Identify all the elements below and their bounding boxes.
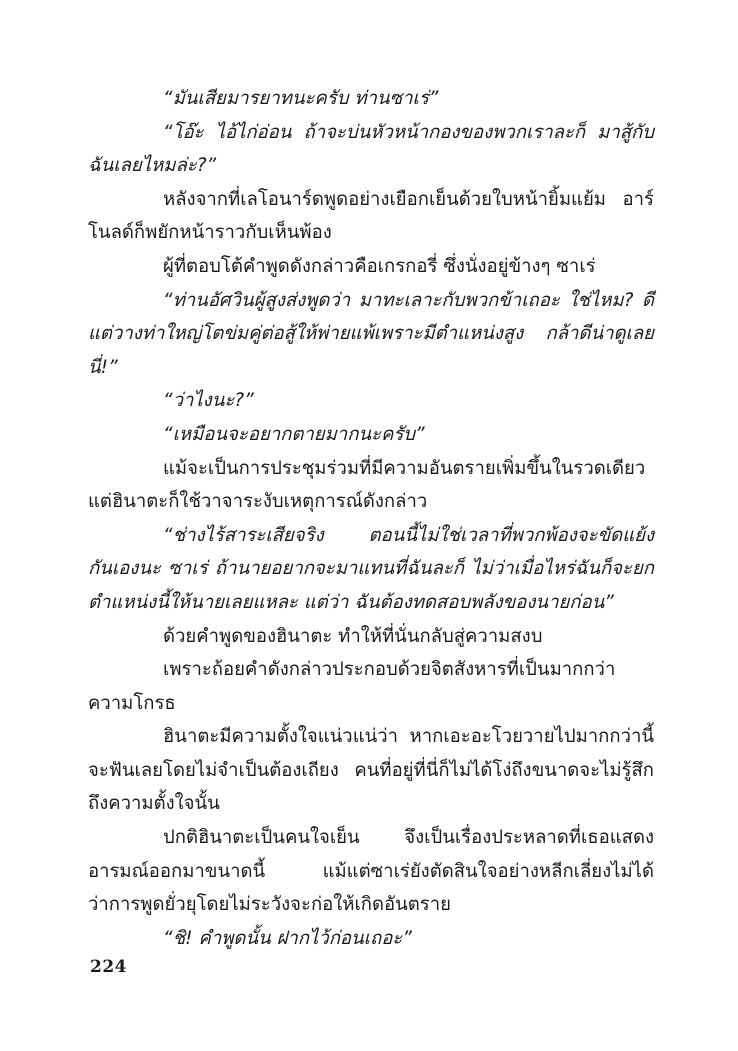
body-text [88,82,654,955]
dialogue-paragraph: “โอ๊ะ ไอ้ไก่อ่อน ถ้าจะบ่นหัวหน้ากองของพวกเราละก็ มาสู้กับฉันเลยไหมล่ะ?” [88,121,654,177]
page-number: 224 [90,957,127,977]
dialogue-paragraph: “ช่างไร้สาระเสียจริง ตอนนี้ไม่ใช่เวลาที่พวกพ้องจะขัดแย้งกันเองนะ ซาเร่ ถ้านายอยากจะมาแทนที่ฉันละก็ ไม่ว่าเมื่อไหร่ฉันก็จะยกตำแหน่งนี้ให้นายเลยแหละ แต่ว่า ฉันต้องทดสอบพลังของนายก่อน” [88,524,654,613]
dialogue-paragraph: “มันเสียมารยาทนะครับ ท่านซาเร่” [163,88,439,109]
dialogue-paragraph: “ชิ! คำพูดนั้น ฝากไว้ก่อนเถอะ” [163,927,412,949]
narration-paragraph: ฮินาตะมีความตั้งใจแน่วแน่ว่า หากเอะอะโวยวายไปมากกว่านี้ จะฟันเลยโดยไม่จำเป็นต้องเถียง คนที่อยู่ที่นี่ก็ไม่ได้โง่ถึงขนาดจะไม่รู้สึกถึงความตั้งใจนั้น [88,726,654,815]
narration-paragraph: ผู้ที่ตอบโต้คำพูดดังกล่าวคือเกรกอรี่ ซึ่งนั่งอยู่ข้างๆ ซาเร่ [163,255,596,277]
narration-paragraph: ด้วยคำพูดของฮินาตะ ทำให้ที่นั่นกลับสู่ความสงบ [163,625,543,647]
dialogue-paragraph: “เหมือนจะอยากตายมากนะครับ” [163,423,425,445]
narration-paragraph: ปกติฮินาตะเป็นคนใจเย็น จึงเป็นเรื่องประหลาดที่เธอแสดงอารมณ์ออกมาขนาดนี้ แม้แต่ซาเร่ยังตัดสินใจอย่างหลีกเลี่ยงไม่ได้ว่าการพูดยั่วยุโดยไม่ระวังจะก่อให้เกิดอันตราย [88,827,654,916]
narration-paragraph: เพราะถ้อยคำดังกล่าวประกอบด้วยจิตสังหารที่เป็นมากกว่าความโกรธ [88,659,616,714]
dialogue-paragraph: “ท่านอัศวินผู้สูงส่งพูดว่า มาทะเลาะกับพวกข้าเถอะ ใช่ไหม? ดีแต่วางท่าใหญ่โตข่มคู่ต่อสู้ให้พ่ายแพ้เพราะมีตำแหน่งสูง กล้าดีน่าดูเลยนี่!” [88,289,654,378]
dialogue-paragraph: “ว่าไงนะ?” [163,390,254,412]
narration-paragraph: แม้จะเป็นการประชุมร่วมที่มีความอันตรายเพิ่มขึ้นในรวดเดียว แต่ฮินาตะก็ใช้วาจาระงับเหตุการณ์ดังกล่าว [88,457,646,513]
narration-paragraph: หลังจากที่เลโอนาร์ดพูดอย่างเยือกเย็นด้วยใบหน้ายิ้มแย้ม อาร์โนลด์ก็พยักหน้าราวกับเห็นพ้อง [88,188,654,244]
